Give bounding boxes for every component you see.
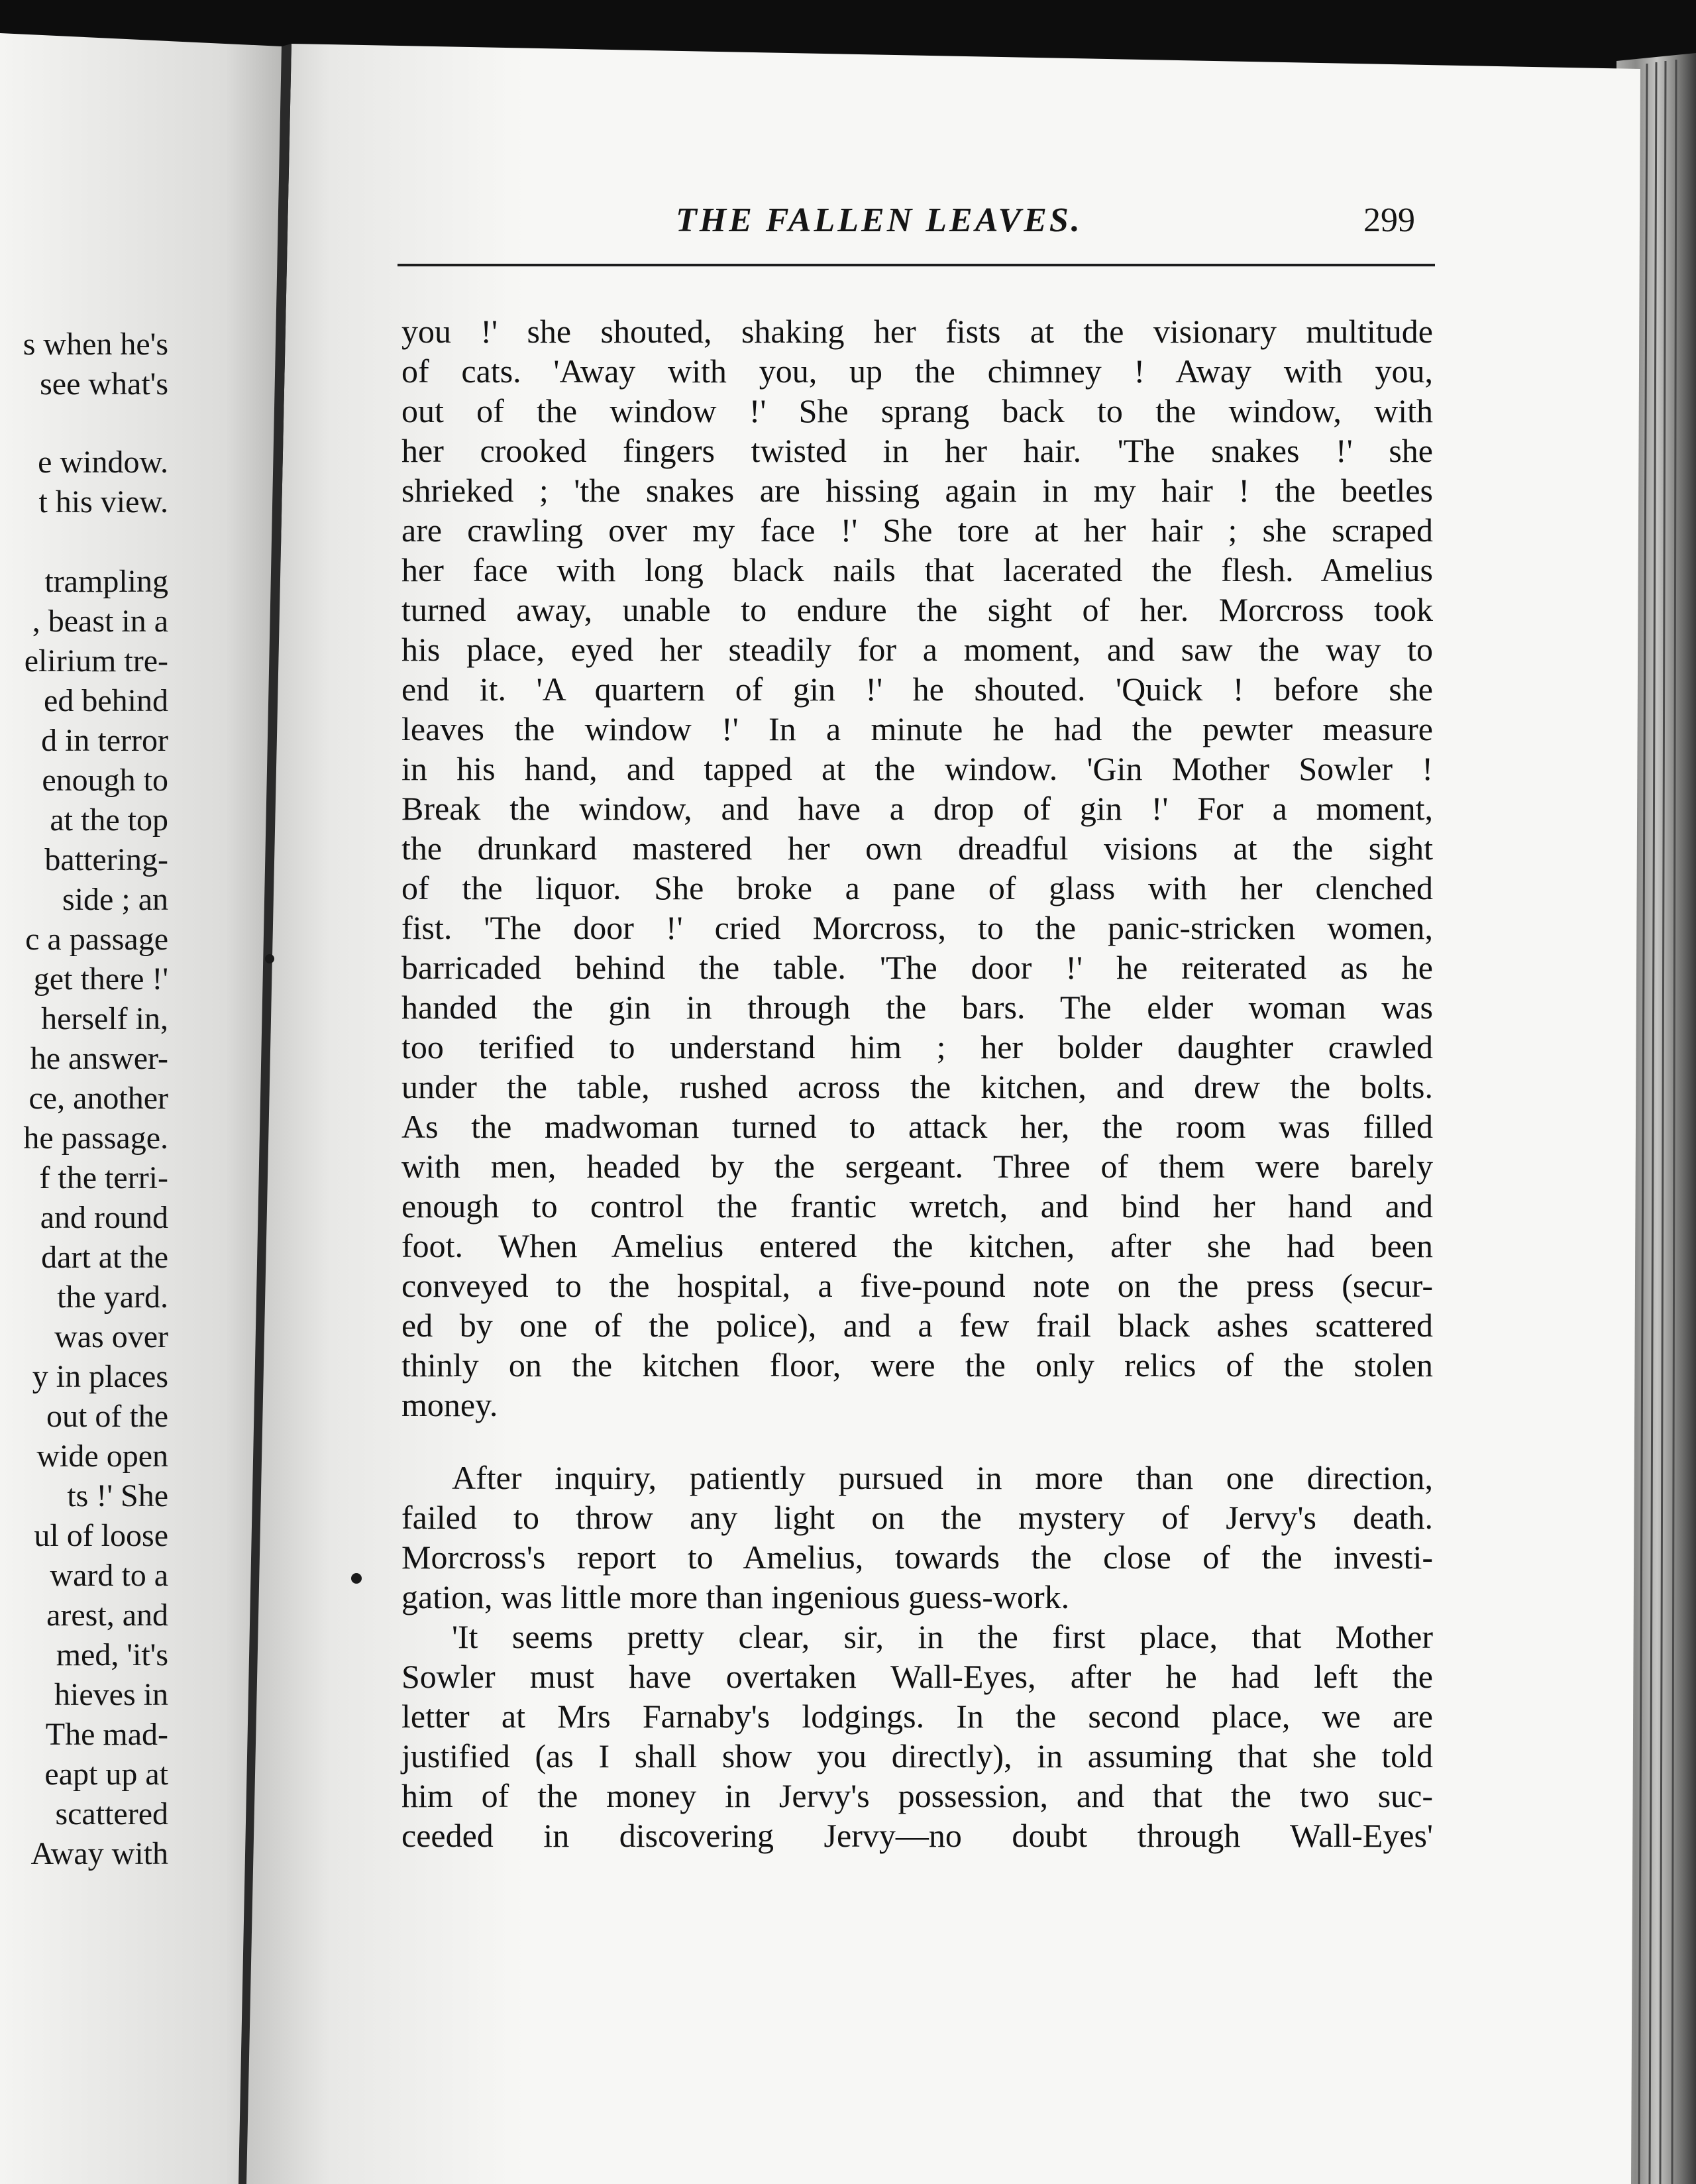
text-line: As the madwoman turned to attack her, the room was filled [401,1108,1433,1145]
left-line: and round [40,1200,168,1235]
left-line: f the terri- [39,1160,168,1195]
left-line: y in places [32,1359,168,1394]
left-line: e window. [38,445,168,480]
left-line: wide open [36,1439,168,1474]
left-line: herself in, [41,1001,168,1036]
text-line: shrieked ; 'the snakes are hissing again in my hair ! the beetles [401,472,1433,509]
text-line: Break the window, and have a drop of gin !' For a moment, [401,790,1433,827]
text-line: fist. 'The door !' cried Morcross, to the panic-stricken women, [401,909,1433,946]
text-line: thinly on the kitchen floor, were the only relics of the stolen [401,1346,1433,1384]
text-line: her crooked fingers twisted in her hair. 'The snakes !' she [401,432,1433,469]
left-line: scattered [55,1796,168,1831]
text-line: with men, headed by the sergeant. Three of them were barely [401,1148,1433,1185]
left-line: he passage. [23,1120,168,1156]
left-line: d in terror [41,723,168,758]
text-line: failed to throw any light on the mystery of Jervy's death. [401,1499,1433,1536]
text-line: conveyed to the hospital, a five-pound note on the press (secur- [401,1267,1433,1304]
left-line: see what's [40,366,168,402]
text-line: leaves the window !' In a minute he had the pewter measure [401,710,1433,747]
left-line: trampling [44,564,168,599]
text-line: in his hand, and tapped at the window. 'Gin Mother Sowler ! [401,750,1433,787]
text-line: too terified to understand him ; her bolder daughter crawled [401,1028,1433,1065]
text-line: foot. When Amelius entered the kitchen, after she had been [401,1227,1433,1264]
text-line: end it. 'A quartern of gin !' he shouted. 'Quick ! before she [401,671,1433,708]
text-line: After inquiry, patiently pursued in more than one direction, [452,1459,1433,1496]
text-line: 'It seems pretty clear, sir, in the first place, that Mother [452,1618,1433,1655]
left-line: ce, another [28,1081,168,1116]
text-line: Sowler must have overtaken Wall-Eyes, after he had left the [401,1658,1433,1695]
left-line: dart at the [41,1240,168,1275]
text-line: Morcross's report to Amelius, towards the close of the investi- [401,1539,1433,1576]
text-line: him of the money in Jervy's possession, and that the two suc- [401,1777,1433,1814]
text-line: of the liquor. She broke a pane of glass with her clenched [401,869,1433,906]
left-line: ed behind [44,683,168,718]
text-line: money. [401,1386,498,1423]
left-line: at the top [50,802,168,838]
text-line: under the table, rushed across the kitchen, and drew the bolts. [401,1068,1433,1105]
left-line: t his view. [38,484,168,519]
left-line: get there !' [33,961,168,997]
left-line: ul of loose [34,1518,168,1553]
running-head-title: THE FALLEN LEAVES. [676,201,1083,239]
left-line: elirium tre- [24,643,168,679]
left-line: ward to a [50,1558,168,1593]
text-line: barricaded behind the table. 'The door !' he reiterated as he [401,949,1433,986]
text-line: handed the gin in through the bars. The elder woman was [401,989,1433,1026]
left-line: the yard. [57,1280,168,1315]
text-line: turned away, unable to endure the sight of her. Morcross took [401,591,1433,628]
left-line: The mad- [45,1717,168,1752]
text-line: justified (as I shall show you directly), in assuming that she told [401,1737,1433,1774]
left-line: enough to [42,763,168,798]
text-line: gation, was little more than ingenious guess-work. [401,1578,1070,1615]
text-line: of cats. 'Away with you, up the chimney ! Away with you, [401,353,1433,390]
text-line: her face with long black nails that lacerated the flesh. Amelius [401,551,1433,588]
text-line: enough to control the frantic wretch, and bind her hand and [401,1187,1433,1225]
left-line: side ; an [62,882,168,917]
left-line: out of the [46,1399,168,1434]
gutter-speck-icon [265,954,274,963]
left-line: s when he's [23,327,168,362]
left-line: hieves in [54,1677,168,1712]
header-rule [398,264,1435,266]
page-number: 299 [1363,201,1415,239]
text-line: the drunkard mastered her own dreadful visions at the sight [401,830,1433,867]
left-line: c a passage [25,922,168,957]
left-line: battering- [44,842,168,877]
text-line: are crawling over my face !' She tore at her hair ; she scraped [401,512,1433,549]
text-line: ceeded in discovering Jervy—no doubt through Wall-Eyes' [401,1817,1433,1854]
left-line: he answer- [30,1041,168,1076]
text-line: you !' she shouted, shaking her fists at the visionary multitude [401,313,1433,350]
text-line: his place, eyed her steadily for a moment, and saw the way to [401,631,1433,668]
left-line: eapt up at [44,1757,168,1792]
left-line: med, 'it's [56,1637,168,1672]
left-line: Away with [30,1836,168,1871]
margin-dot-icon [351,1573,362,1584]
left-line: was over [54,1319,168,1354]
left-line: ts !' She [67,1478,168,1513]
text-line: letter at Mrs Farnaby's lodgings. In the second place, we are [401,1698,1433,1735]
text-line: out of the window !' She sprang back to the window, with [401,392,1433,429]
left-line: , beast in a [32,604,168,639]
text-line: ed by one of the police), and a few frail black ashes scattered [401,1307,1433,1344]
left-line: arest, and [46,1598,168,1633]
